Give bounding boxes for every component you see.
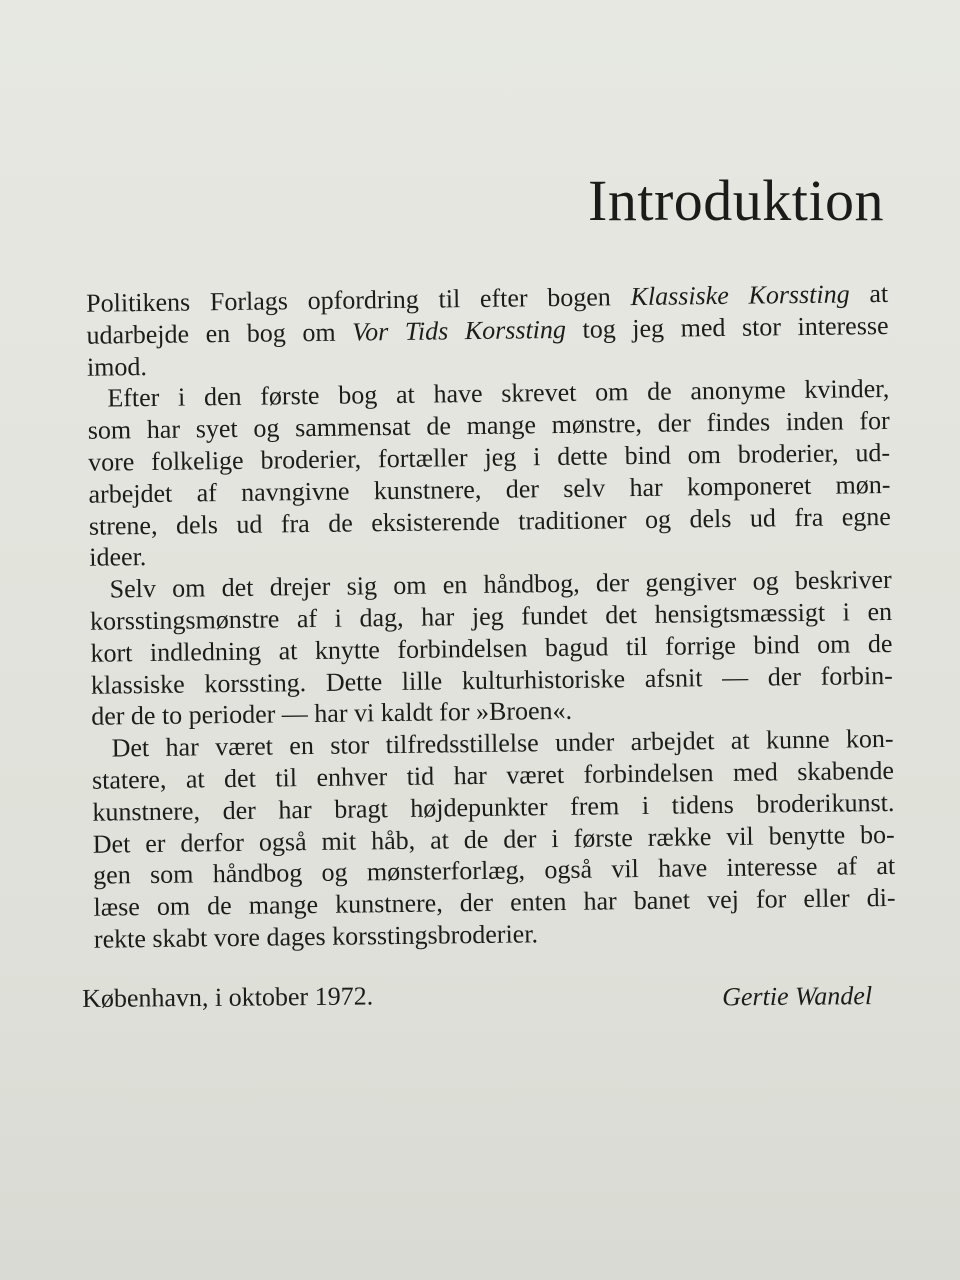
text-run: korsstingsmønstre af i dag, har jeg fundet det hensigtsmæssigt i en xyxy=(89,596,893,636)
text-run: som har syet og sammensat de mange mønstre, der findes inden for xyxy=(87,406,890,445)
text-run: vore folkelige broderier, fortæller jeg i dette bind om broderier, ud- xyxy=(87,437,891,477)
page-title: Introduktion xyxy=(588,168,884,233)
text-run: Det er derfor også mit håb, at de der i første række vil benytte bo- xyxy=(92,819,895,859)
text-run: statere, at det til enhver tid har været forbindelsen med skabende xyxy=(91,755,895,795)
text-run: gen som håndbog og mønsterforlæg, også vil have interesse af at xyxy=(93,851,896,891)
text-run: der de to perioder — har vi kaldt for »Broen«. xyxy=(91,696,573,732)
author-name: Gertie Wandel xyxy=(722,981,873,1012)
text-run: imod. xyxy=(86,351,148,382)
text-run: Efter i den første bog at have skrevet om de anonyme kvinder, xyxy=(107,374,890,413)
text-run: udarbejde en bog om xyxy=(86,317,353,350)
paragraph xyxy=(67,373,891,574)
text-run: tog jeg med stor interesse xyxy=(565,310,889,344)
place-date: København, i oktober 1972. xyxy=(82,981,374,1013)
book-title-italic: Vor Tids Korssting xyxy=(351,314,567,347)
text-run: klassiske korssting. Dette lille kulturhistoriske afsnit — der forbin- xyxy=(90,660,893,700)
text-run: Politikens Forlags opfordring til efter bogen xyxy=(86,282,631,318)
paragraph xyxy=(71,723,896,956)
text-run: ideer. xyxy=(89,542,147,573)
paragraph xyxy=(69,564,893,733)
text-run: Det har været en stor tilfredsstillelse under arbejdet at kunne kon- xyxy=(111,724,894,763)
signature-row xyxy=(82,977,872,1024)
text-run: Selv om det drejer sig om en håndbog, der gengiver og beskriver xyxy=(109,565,892,604)
paragraph xyxy=(66,278,889,383)
introduction-body xyxy=(66,278,896,956)
text-run: kort indledning at knytte forbindelsen bagud til forrige bind om de xyxy=(90,628,893,668)
text-run: læse om de mange kunstnere, der enten har banet vej for eller di- xyxy=(93,883,896,922)
text-run: strene, dels ud fra de eksisterende traditioner og dels ud fra egne xyxy=(88,501,892,541)
text-run: rekte skabt vore dages korsstingsbroderier. xyxy=(93,919,539,954)
text-run: arbejdet af navngivne kunstnere, der selv har komponeret møn- xyxy=(88,469,891,509)
text-run: at xyxy=(849,278,889,309)
book-title-italic: Klassiske Korssting xyxy=(630,279,850,312)
text-run: kunstnere, der har bragt højdepunkter frem i tidens broderikunst. xyxy=(92,787,895,827)
